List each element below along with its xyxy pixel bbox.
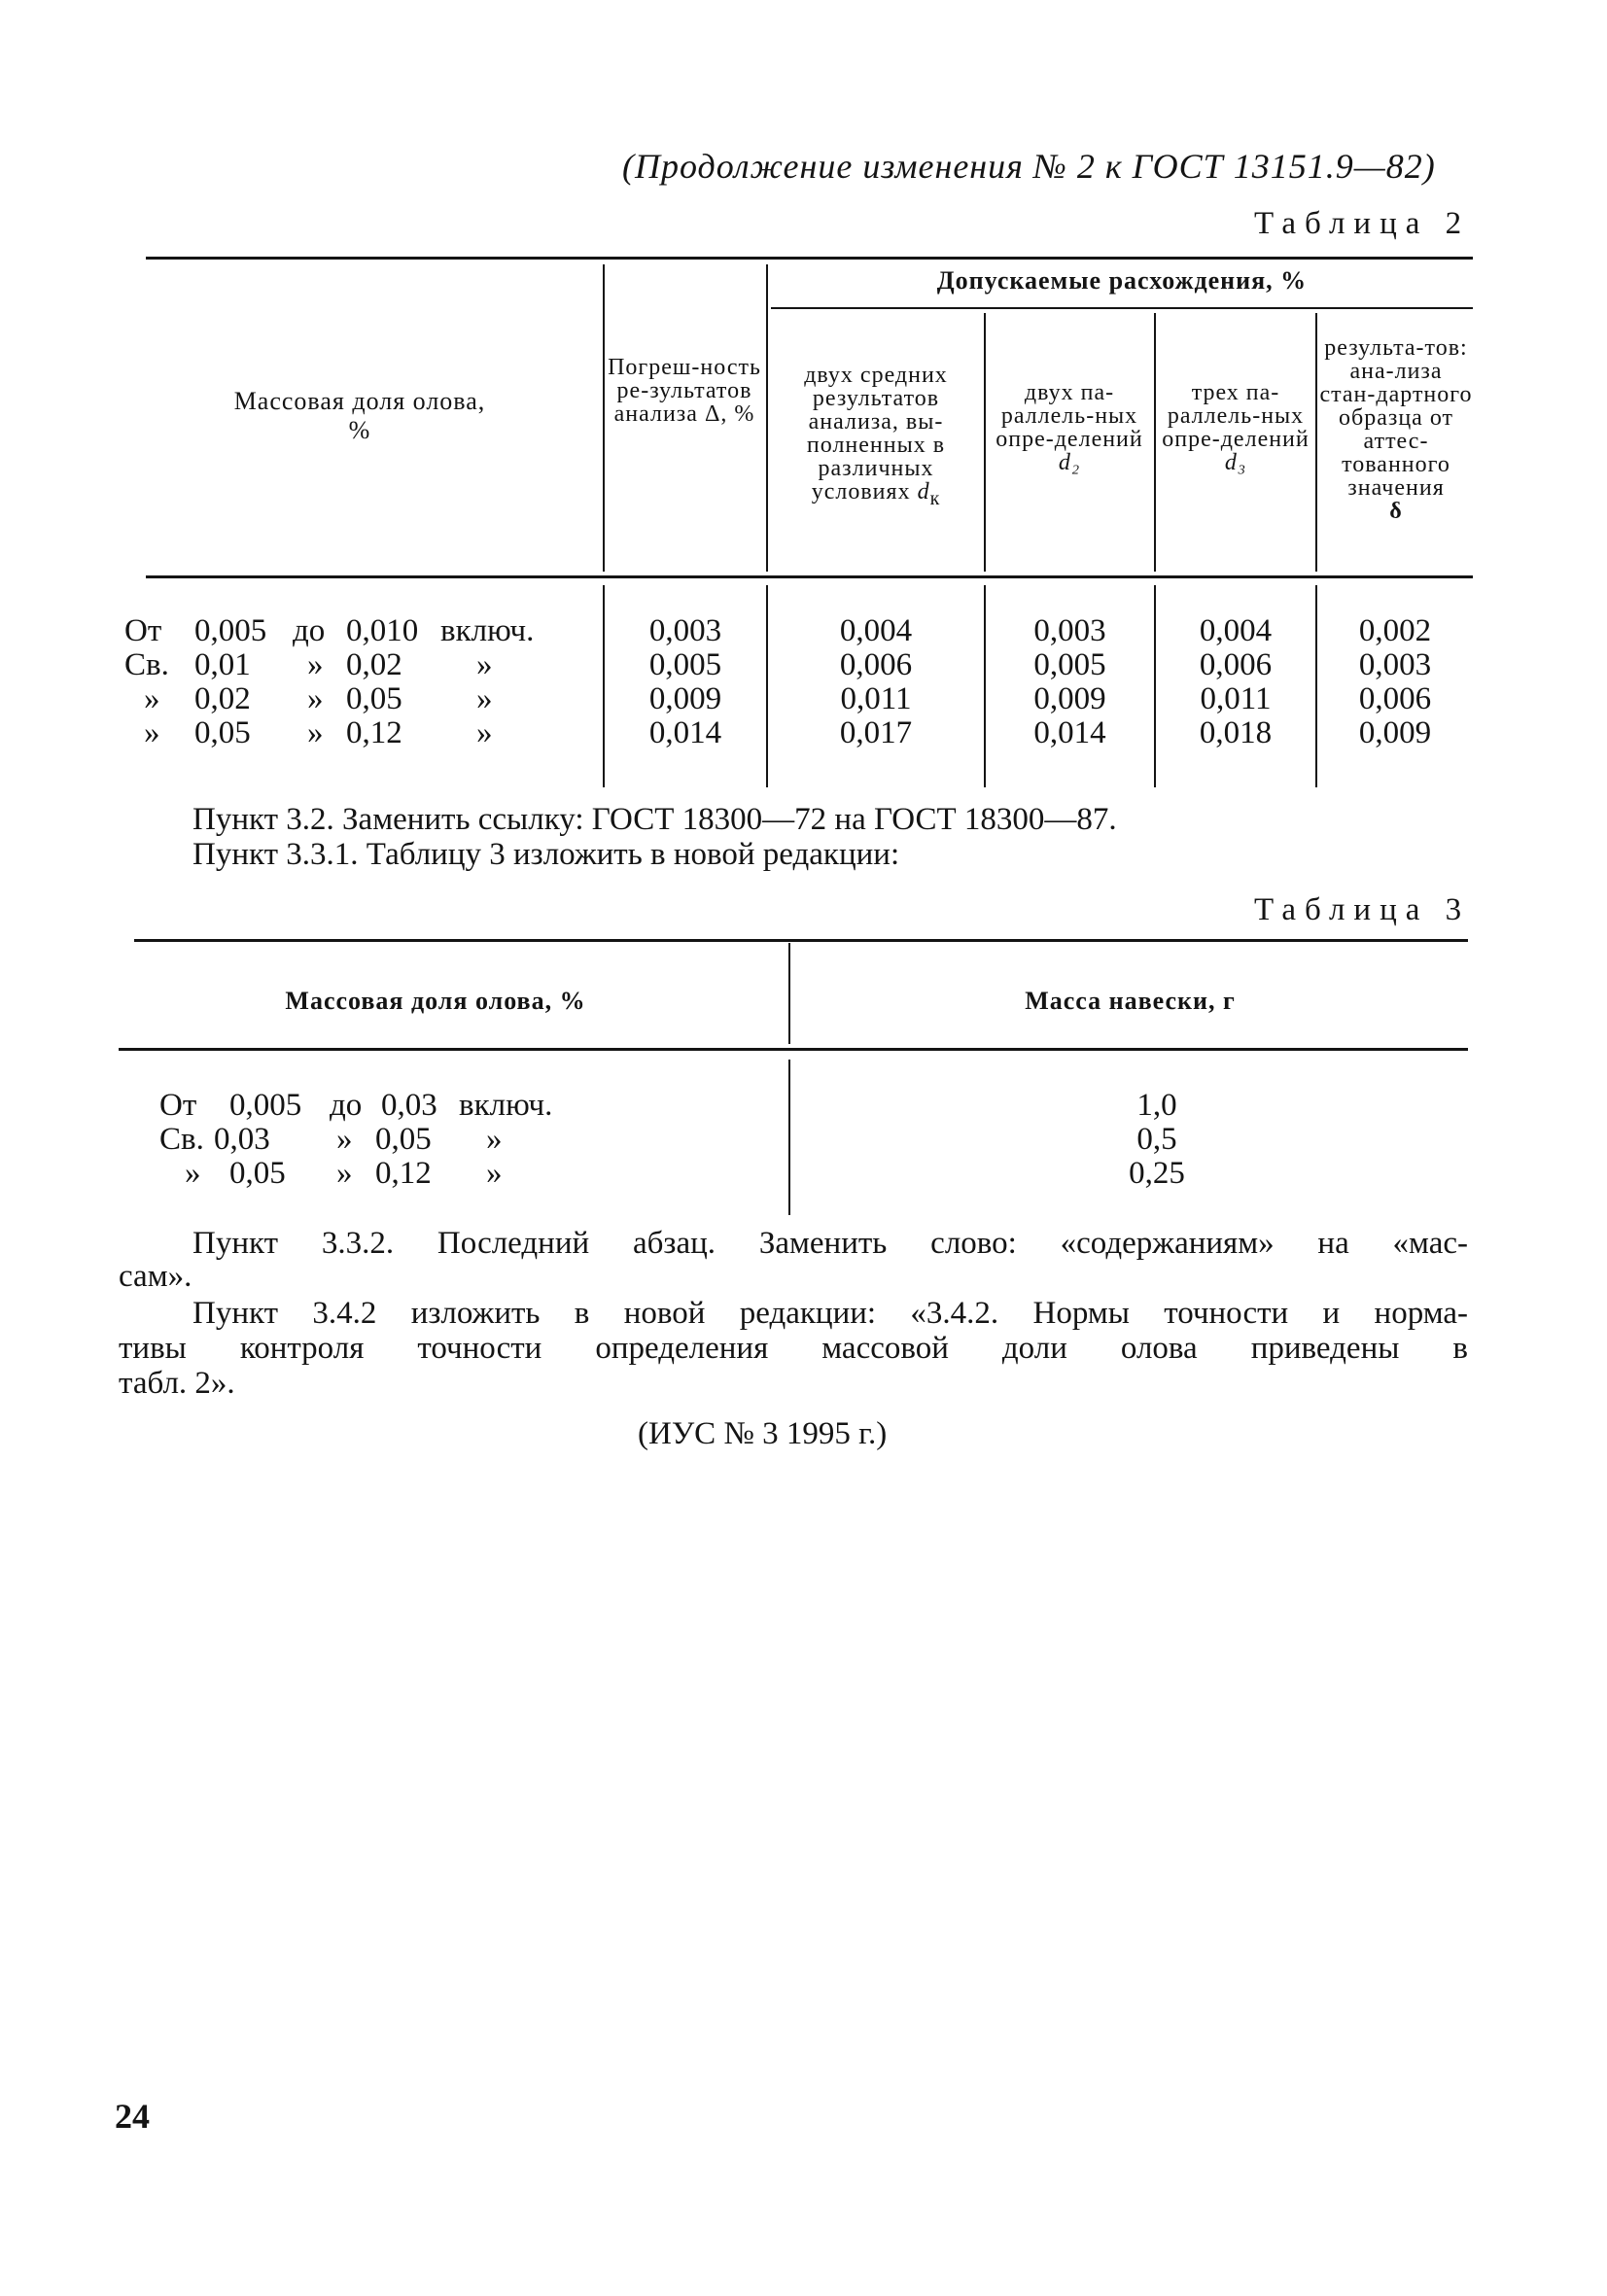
table3-row-2-to: 0,05 (375, 1122, 432, 1157)
table3-mass-column (159, 1089, 587, 1191)
table2-row-1-to: 0,010 (346, 613, 419, 648)
table3-row-2-from: 0,03 (214, 1122, 270, 1157)
table2-header-delta-symbol: δ (1389, 499, 1403, 524)
table2-row-2-d2: 0,005 (1033, 647, 1106, 682)
table2-row-1-d2: 0,003 (1033, 613, 1106, 648)
table3-vline-body (788, 1060, 790, 1215)
table2-d2-column (986, 614, 1154, 750)
table2-vline-2 (766, 264, 768, 572)
table2-row-1-incl: включ. (440, 613, 535, 648)
table2-row-4-delta: 0,009 (1358, 715, 1432, 750)
table2-row-1-from: 0,005 (194, 613, 267, 648)
table2-vline-3 (984, 313, 986, 572)
table2-row-3-prefix: » (144, 681, 160, 716)
table2-row-1-d3: 0,004 (1199, 613, 1273, 648)
table2-row-1-dk: 0,004 (839, 613, 913, 648)
table2-row-2-incl: » (476, 647, 493, 682)
paragraph-3-3-1: Пункт 3.3.1. Таблицу 3 изложить в новой редакции: (192, 837, 900, 872)
table2-group-rule (771, 307, 1473, 309)
table2-header-rule (146, 575, 1473, 578)
table2-row-3-to-word: » (307, 681, 324, 716)
table2-d3-column (1156, 614, 1315, 750)
table3-top-rule (134, 939, 1468, 942)
table2-caption: Таблица 2 (1254, 206, 1471, 241)
table3-row-1-from: 0,005 (229, 1088, 302, 1123)
table2-row-4-d2: 0,014 (1033, 715, 1106, 750)
table3-row-1-weight: 1,0 (1136, 1088, 1177, 1123)
table2-header-d2-symbol: d₂ (1058, 450, 1081, 475)
paragraph-3-4-2-line-2: тивы контроля точности определения массовой доли олова приведены в (119, 1331, 1468, 1366)
table2-row-3-mass (124, 682, 552, 716)
table2-row-2-dk: 0,006 (839, 647, 913, 682)
table2-row-2-error: 0,005 (648, 647, 722, 682)
source-note: (ИУС № 3 1995 г.) (638, 1416, 888, 1451)
table2-row-2-to: 0,02 (346, 647, 402, 682)
paragraph-3-4-2-line-1: Пункт 3.4.2 изложить в новой редакции: «3.4.2. Нормы точности и норма- (192, 1296, 1468, 1331)
table3-row-1-to-word: до (330, 1088, 363, 1123)
table2-header-delta (1319, 336, 1473, 523)
table2-row-3-delta: 0,006 (1358, 681, 1432, 716)
table3-row-2-prefix: Св. (159, 1122, 204, 1157)
table2-row-4-to-word: » (307, 715, 324, 750)
table2-header-d2 (988, 381, 1151, 474)
paragraph-3-2: Пункт 3.2. Заменить ссылку: ГОСТ 18300—72 на ГОСТ 18300—87. (192, 802, 1117, 837)
table2-header-d2-text: двух па-раллель-ных опре-делений (996, 380, 1143, 452)
table2-vline-1 (603, 264, 605, 572)
table2-header-dk-text: двух средних результатов анализа, вы-полненных в различных условиях (804, 363, 948, 504)
table2-row-2-from: 0,01 (194, 647, 251, 682)
table2-row-4-error: 0,014 (648, 715, 722, 750)
table2-header-dk (772, 364, 980, 510)
table2-row-4-from: 0,05 (194, 715, 251, 750)
paragraph-3-4-2-line-3: табл. 2». (119, 1366, 235, 1401)
table2-row-3-d3: 0,011 (1200, 681, 1272, 716)
table3-row-2-weight: 0,5 (1136, 1122, 1177, 1157)
table2-row-1-mass (124, 614, 552, 648)
table2-dk-column (768, 614, 984, 750)
table3-row-1-to: 0,03 (381, 1088, 437, 1123)
table2-row-1-to-word: до (293, 613, 326, 648)
table2-mass-column (124, 614, 552, 750)
table3-header-mass: Массовая доля олова, % (285, 987, 586, 1015)
paragraph-3-3-2-line-2: сам». (119, 1259, 192, 1294)
paragraph-3-3-2-line-1: Пункт 3.3.2. Последний абзац. Заменить слово: «содержаниям» на «мас- (192, 1226, 1468, 1261)
table3-row-1-incl: включ. (459, 1088, 553, 1123)
table2-header-dk-symbol: d (917, 479, 930, 504)
table2-error-column (605, 614, 766, 750)
table3-header-rule (119, 1048, 1468, 1051)
table2-vline-5 (1315, 313, 1317, 572)
table2-row-2-mass (124, 648, 552, 682)
table2-header-d3-text: трех па-раллель-ных опре-делений (1162, 380, 1310, 452)
table2-row-4-mass (124, 716, 552, 750)
table3-row-3-weight: 0,25 (1129, 1156, 1185, 1191)
table3-row-2-to-word: » (336, 1122, 353, 1157)
table2-row-1-prefix: От (124, 613, 162, 648)
table2-header-dk-subscript: к (929, 487, 941, 509)
table3-caption: Таблица 3 (1254, 892, 1471, 927)
table3-row-3-incl: » (486, 1156, 503, 1191)
table3-weight-column (1079, 1089, 1235, 1191)
table2-row-4-to: 0,12 (346, 715, 402, 750)
table2-row-2-d3: 0,006 (1199, 647, 1273, 682)
table2-row-4-prefix: » (144, 715, 160, 750)
table2-row-4-d3: 0,018 (1199, 715, 1273, 750)
table2-header-mass: Массовая доля олова, % (233, 387, 486, 444)
table2-row-3-from: 0,02 (194, 681, 251, 716)
table3-row-3-to-word: » (336, 1156, 353, 1191)
table2-header-delta-text: результа-тов: ана-лиза стан-дартного образца от аттес-тованного значения (1319, 335, 1473, 501)
table2-delta-column (1317, 614, 1473, 750)
table2-row-1-error: 0,003 (648, 613, 722, 648)
table2-row-4-incl: » (476, 715, 493, 750)
table2-row-3-to: 0,05 (346, 681, 402, 716)
table2-top-rule (146, 257, 1473, 260)
table2-row-3-error: 0,009 (648, 681, 722, 716)
page-number: 24 (115, 2097, 150, 2136)
table3-row-1-mass (159, 1089, 587, 1123)
table2-row-3-incl: » (476, 681, 493, 716)
table2-header-group: Допускаемые расхождения, % (936, 266, 1308, 295)
table2-row-2-prefix: Св. (124, 647, 169, 682)
table3-row-2-incl: » (486, 1122, 503, 1157)
table2-header-d3 (1158, 381, 1313, 474)
table2-row-4-dk: 0,017 (839, 715, 913, 750)
continuation-header: (Продолжение изменения № 2 к ГОСТ 13151.9—82) (622, 147, 1436, 186)
table3-row-3-from: 0,05 (229, 1156, 286, 1191)
table2-row-2-delta: 0,003 (1358, 647, 1432, 682)
table2-vline-4 (1154, 313, 1156, 572)
table3-row-3-to: 0,12 (375, 1156, 432, 1191)
table3-header-weight: Масса навески, г (1025, 987, 1236, 1015)
table2-row-1-delta: 0,002 (1358, 613, 1432, 648)
table2-row-3-d2: 0,009 (1033, 681, 1106, 716)
table2-row-2-to-word: » (307, 647, 324, 682)
table3-row-2-mass (159, 1123, 587, 1157)
table2-row-3-dk: 0,011 (840, 681, 912, 716)
table3-row-1-prefix: От (159, 1088, 197, 1123)
table2-header-d3-symbol: d₃ (1224, 450, 1247, 475)
table3-row-3-mass (159, 1157, 587, 1191)
table2-header-error: Погреш-ность ре-зультатов анализа Δ, % (608, 355, 761, 427)
table3-vline-header (788, 943, 790, 1044)
table3-row-3-prefix: » (185, 1156, 201, 1191)
